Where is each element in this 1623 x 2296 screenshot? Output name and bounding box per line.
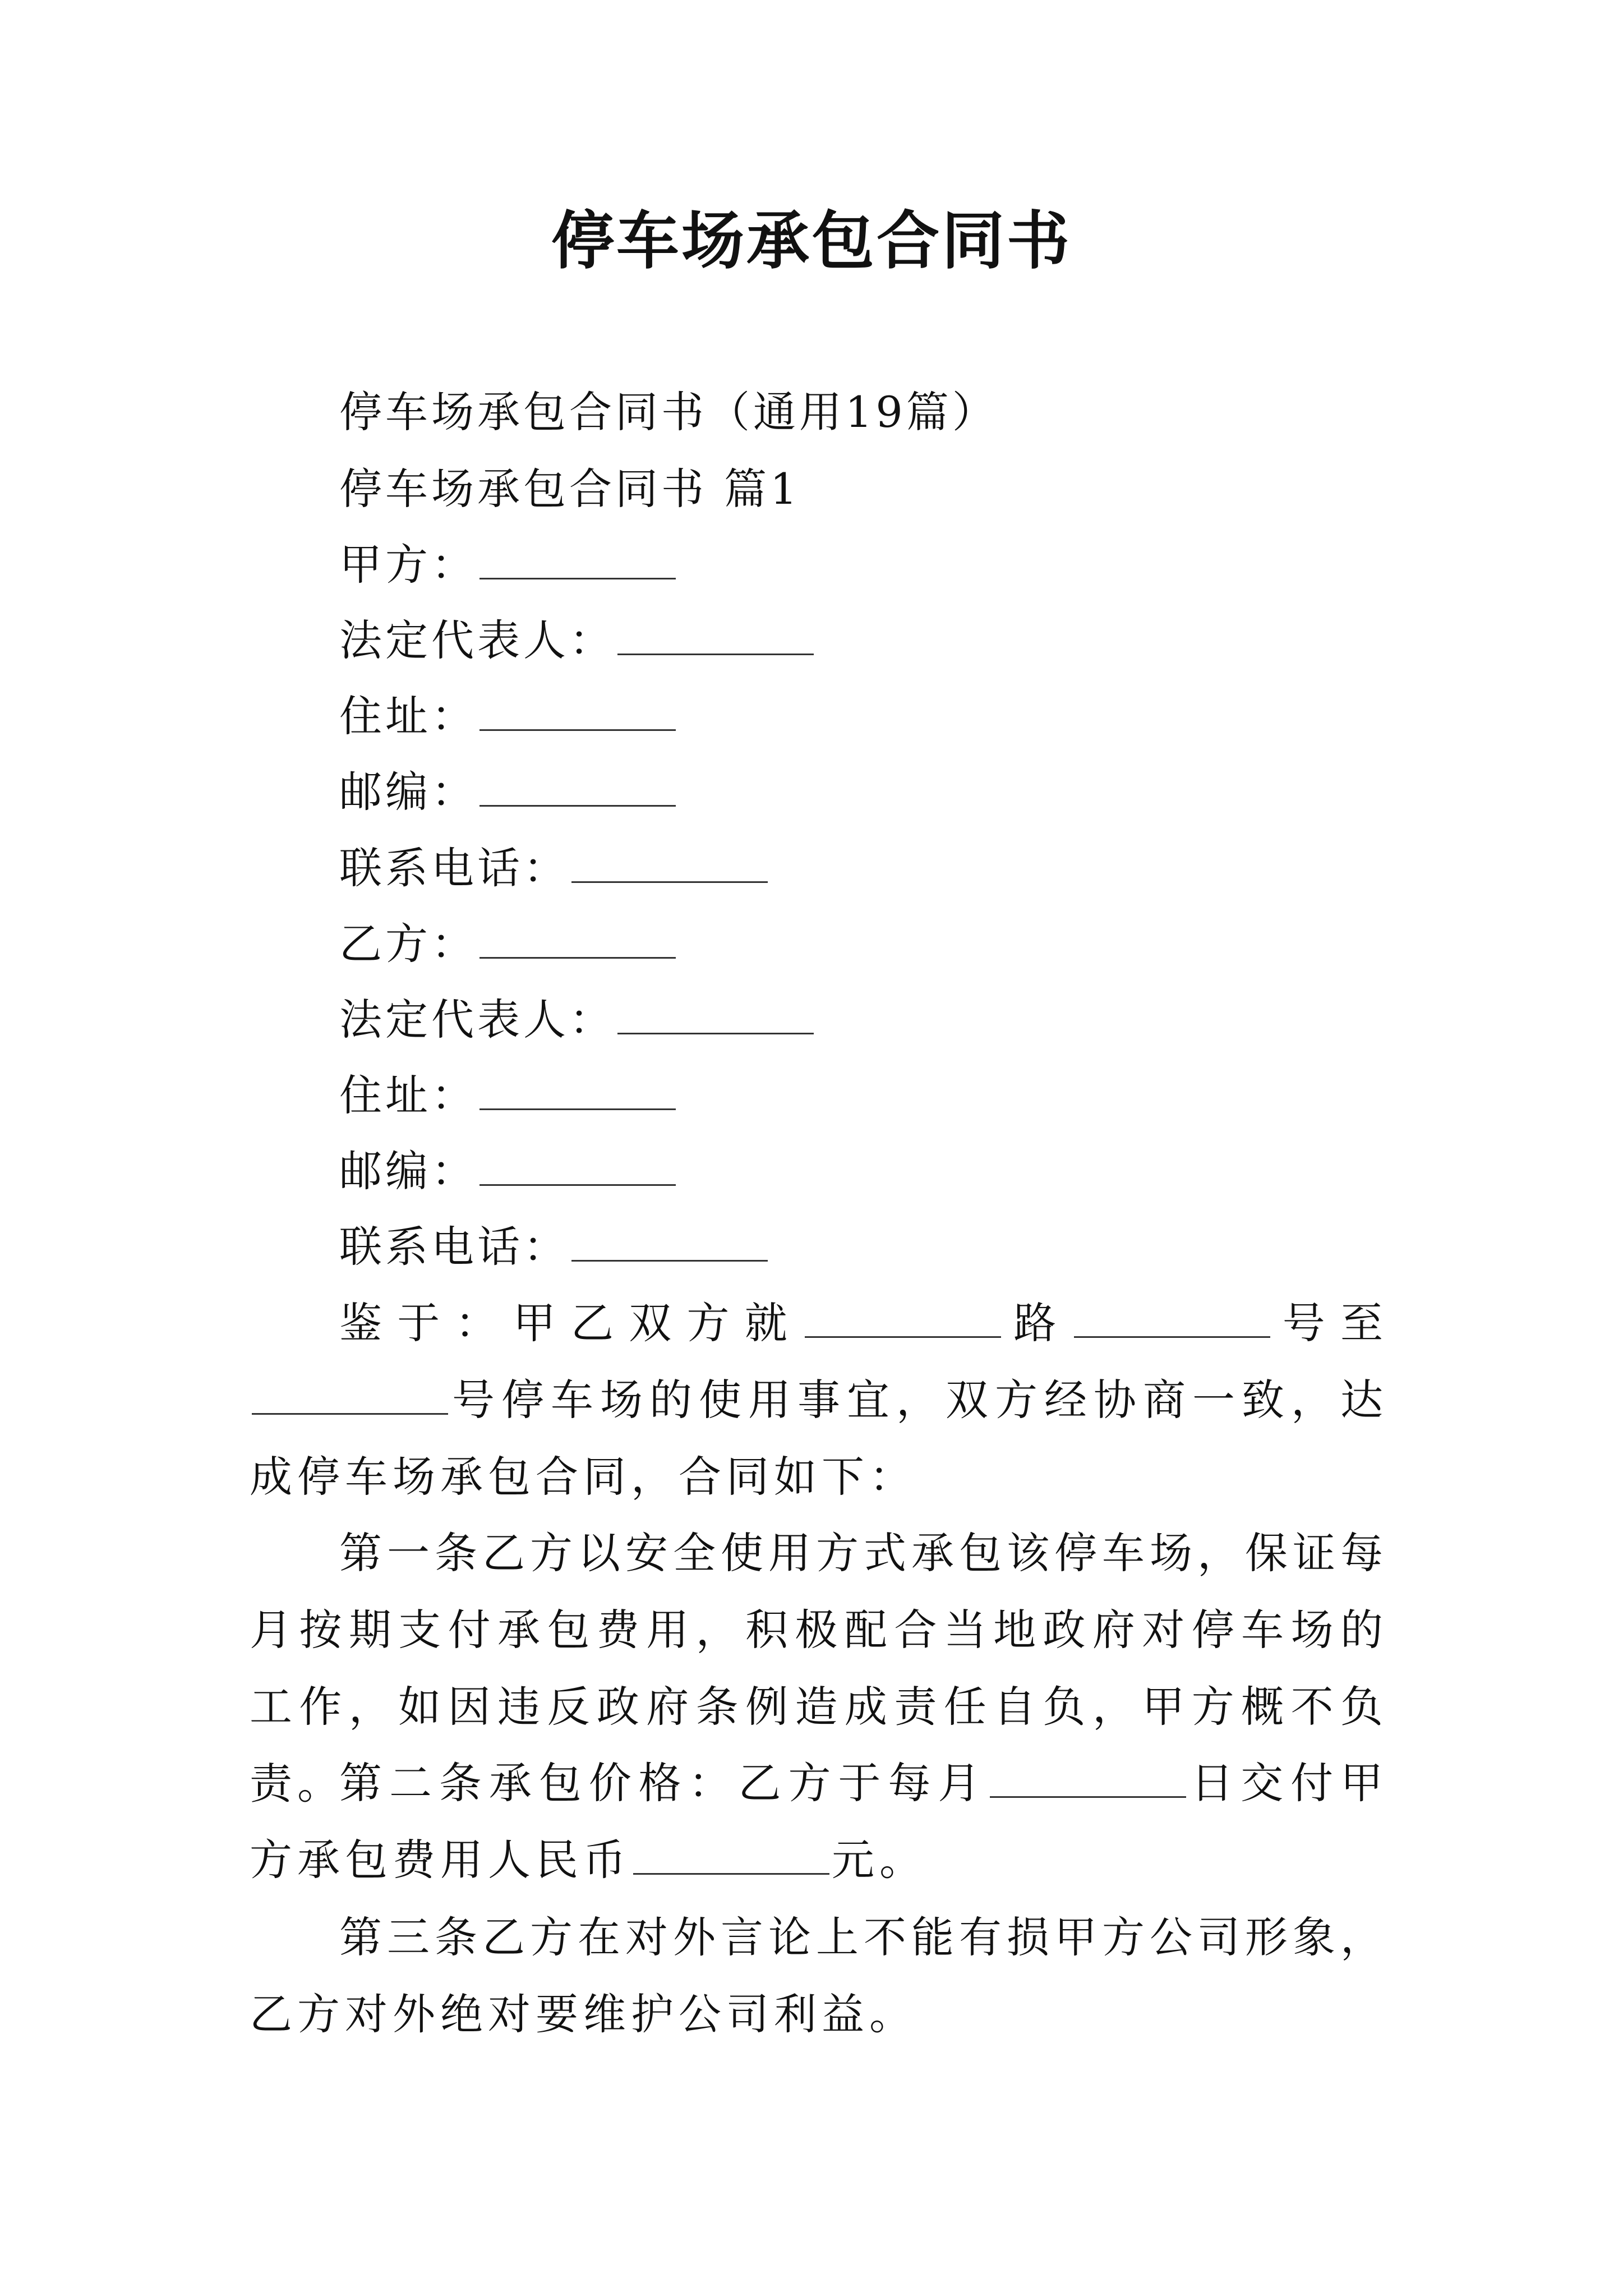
party-a-zip-blank[interactable]: [479, 766, 676, 807]
party-b-zip-blank[interactable]: [479, 1145, 676, 1186]
party-b-addr-line: [339, 1068, 678, 1124]
article-1-paragraph: 第一条乙方以安全使用方式承包该停车场，保证每月按期支付承包费用，积极配合当地政府对停车场的工作，如因违反政府条例造成责任自负，甲方概不负责。: [250, 1528, 1388, 1809]
party-b-name-line: [339, 916, 678, 972]
party-b-zip-label: 邮编：: [339, 1146, 477, 1196]
party-b-rep-label: 法定代表人：: [339, 995, 615, 1045]
party-a-rep-label: 法定代表人：: [339, 615, 615, 665]
party-a-addr-blank[interactable]: [479, 690, 676, 731]
road-blank[interactable]: [805, 1297, 1001, 1338]
article-2-text-1: 第二条承包价格：乙方于每月: [339, 1758, 988, 1808]
party-b-addr-blank[interactable]: [479, 1069, 676, 1110]
section-heading: 停车场承包合同书 篇1: [339, 464, 801, 514]
party-b-phone-label: 联系电话：: [339, 1222, 569, 1272]
party-a-phone-blank[interactable]: [571, 842, 768, 883]
party-a-phone-line: [339, 840, 770, 896]
party-a-rep-line: [339, 613, 816, 669]
party-b-addr-label: 住址：: [339, 1070, 477, 1120]
party-b-zip-line: [339, 1143, 678, 1199]
article-2-text-3: 元。: [832, 1835, 927, 1885]
number-to-blank[interactable]: [252, 1374, 448, 1415]
party-a-addr-label: 住址：: [339, 691, 477, 741]
party-b-rep-line: [339, 992, 816, 1048]
party-b-rep-blank[interactable]: [617, 993, 814, 1034]
party-a-zip-label: 邮编：: [339, 767, 477, 817]
number-from-blank[interactable]: [1074, 1297, 1270, 1338]
document-title: 停车场承包合同书: [551, 204, 1072, 278]
payment-day-blank[interactable]: [990, 1757, 1186, 1798]
document-subtitle: 停车场承包合同书（通用19篇）: [339, 387, 998, 437]
party-a-name-label: 甲方：: [339, 540, 477, 590]
party-a-rep-blank[interactable]: [617, 614, 814, 655]
payment-amount-blank[interactable]: [633, 1834, 829, 1875]
article-3-paragraph: 第三条乙方在对外言论上不能有损甲方公司形象，乙方对外绝对要维护公司利益。: [250, 1912, 1388, 2039]
party-a-addr-line: [339, 688, 678, 744]
party-a-name-blank[interactable]: [479, 539, 676, 579]
party-b-phone-blank[interactable]: [571, 1221, 768, 1262]
whereas-text-2: 路: [1003, 1298, 1072, 1348]
party-a-name-line: [339, 537, 678, 593]
whereas-paragraph: [250, 1285, 1388, 1515]
whereas-text-4: 号停车场的使用事宜，双方经协商一致，达成停车场承包合同，合同如下：: [250, 1375, 1388, 1502]
whereas-text-1: 鉴于：甲乙双方就: [339, 1298, 803, 1348]
party-a-zip-line: [339, 764, 678, 820]
article-2-paragraph: [250, 1745, 1388, 1898]
party-b-phone-line: [339, 1219, 770, 1275]
party-b-name-blank[interactable]: [479, 918, 676, 959]
party-a-phone-label: 联系电话：: [339, 843, 569, 893]
party-b-name-label: 乙方：: [339, 919, 477, 969]
article-2-text-2: 日交付甲方承包费用人民币: [250, 1758, 1389, 1885]
whereas-text-3: 号至: [1272, 1298, 1388, 1348]
